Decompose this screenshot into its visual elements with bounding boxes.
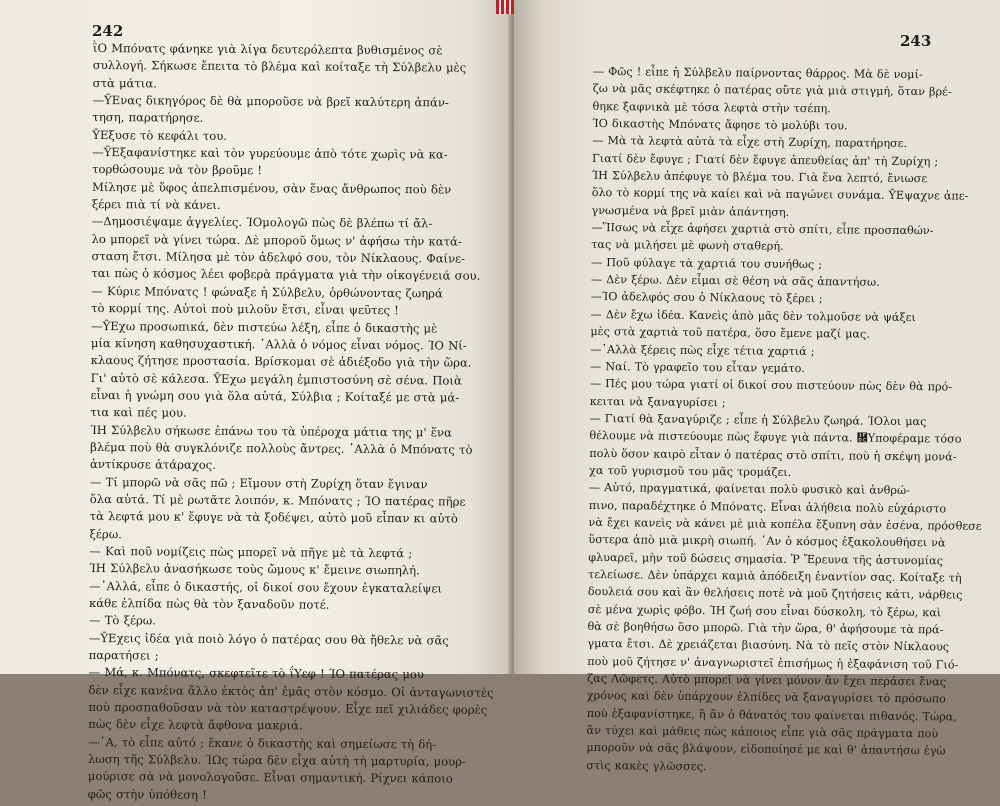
text-line: —ΊΟ ἀδελφός σου ὁ Νίκλαους τὸ ξέρει ; bbox=[590, 290, 823, 306]
text-line: ῒΟ Μπόνατς φάνηκε γιὰ λίγα δευτερόλεπτα βυθισμένος σὲ bbox=[92, 40, 443, 58]
text-line: ἀντίκρυσε ἀτάραχος. bbox=[89, 457, 217, 473]
text-line: σταση ἔτσι. Μίλησα μὲ τὸν ἀδελφό σου, τὸν Νίκλαους. Φαίνε- bbox=[91, 249, 466, 266]
text-line: θέλουμε νὰ πιστεύουμε πὼς ἔφυγε γιὰ πάντα. ῜Υποφέραμε τόσο bbox=[589, 429, 962, 446]
text-line: ζας Λῶφετς. Αὐτὸ μπορεῖ νὰ γίνει μόνον ἂν ἔχει περάσει ἕνας bbox=[587, 672, 947, 689]
text-line: — Καὶ ποῦ νομίζεις πὼς μπορεῖ νὰ πῆγε μὲ τὰ λεφτά ; bbox=[89, 543, 413, 561]
text-line: γνωσμένα νὰ βρεῖ μιὰν ἀπάντηση. bbox=[591, 203, 790, 219]
text-line: πὼς δὲν εἶχε λεφτὰ ἄφθονα μακριά. bbox=[88, 717, 303, 733]
text-line: χρόνος καὶ δὲν ὑπάρχουν ἐλπίδες νὰ ξαναγυρίσει τὸ πρόσωπο bbox=[586, 689, 946, 706]
text-line: ῩΕξυσε τὸ κεφάλι του. bbox=[92, 127, 228, 143]
text-line: —ῩΕνας δικηγόρος δὲ θὰ μποροῦσε νὰ βρεῖ καλύτερη ἀπάν- bbox=[92, 93, 449, 110]
text-line: — Μὰ τὰ λεφτὰ αὐτὰ τὰ εἶχε στὴ Ζυρίχη, παρατήρησε. bbox=[592, 134, 908, 151]
text-line: ὅλα αὐτά. Τί μὲ ρωτᾶτε λοιπόν, κ. Μπόνατς ; ΊΟ πατέρας πῆρε bbox=[89, 491, 466, 509]
text-line: στὰ μάτια. bbox=[92, 75, 157, 91]
text-line: τὸ κορμί της. Αὐτοὶ ποὺ μιλοῦν ἔτσι, εἶναι ψεῦτες ! bbox=[91, 301, 399, 318]
right-page bbox=[514, 0, 1000, 773]
text-line: τὰ λεφτά μου κ' ἔφυγε νὰ τὰ ξοδέψει, αὐτὸ μοῦ εἶπαν κι αὐτὸ bbox=[89, 509, 458, 526]
text-line: — Μά, κ. Μπόνατς, σκεφτεῖτε τὸ ΐΥεφ ! ΊΟ πατέρας μου bbox=[88, 665, 424, 682]
text-line: ὅλο τὸ κορμί της νὰ καίει καὶ νὰ παγώνει συνάμα. ῩΕψαχνε ἀπε- bbox=[591, 186, 969, 204]
text-line: ποὺ ἐξαφανίστηκε, ἢ ἂν ὁ θάνατός του φαίνεται πιθανός. Τώρα, bbox=[586, 706, 957, 724]
text-line: στὶς κακὲς γλῶσσες. bbox=[586, 758, 707, 773]
text-line: τηση, παρατήρησε. bbox=[92, 110, 204, 126]
text-line: βλέμα ποὺ θὰ συγκλόνιζε πολλοὺς ἄντρες. ᾿Αλλὰ ὁ Μπόνατς τὸ bbox=[90, 439, 473, 457]
text-line: Γιατί δὲν ἔφυγε ; Γιατί δὲν ἔφυγε ἀπευθείας ἀπ' τὴ Ζυρίχη ; bbox=[592, 151, 939, 169]
text-line: μία κίνηση καθησυχαστική. ᾿Αλλὰ ὁ νόμος εἶναι νόμος. ΊΟ Νί- bbox=[90, 335, 467, 353]
text-line: τια καὶ πές μου. bbox=[90, 405, 187, 420]
text-line: λο μπορεῖ νὰ γίνει τώρα. Δὲ μποροῦ ὅμως ν' ἀφήσω τὴν κατά- bbox=[91, 231, 462, 249]
text-line: ΊΟ δικαστὴς Μπόνατς ἄφησε τὸ μολύβι του. bbox=[592, 117, 848, 133]
text-line: μὲς στὰ χαρτιὰ τοῦ πατέρα, ὅσο ἔμενε μαζί μας. bbox=[590, 325, 870, 341]
text-line: ΊΗ Σύλβελυ ἀνασήκωσε τοὺς ὤμους κ' ἔμεινε σιωπηλή. bbox=[89, 561, 420, 578]
text-line: μποροῦν νὰ σᾶς βλάψουν, εἰδοποίησέ με καὶ θ' ἀπαντήσω ἐγὼ bbox=[586, 741, 946, 758]
text-line: κειται νὰ ξαναγυρίσει ; bbox=[589, 394, 726, 409]
text-line: —ῩΕξαφανίστηκε καὶ τὸν γυρεύουμε ἀπὸ τότε χωρὶς νὰ κα- bbox=[92, 145, 448, 162]
text-line: ἂν τύχει καὶ μάθεις πὼς κάποιος εἶπε γιὰ σᾶς πράγματα ποὺ bbox=[586, 724, 939, 741]
text-line: — Τί μπορῶ νὰ σᾶς πῶ ; Εἴμουν στὴ Ζυρίχη ὅταν ἔγιναν bbox=[89, 474, 428, 491]
text-line: — Φῶς ! εἶπε ἡ Σύλβελυ παίρνοντας θάρρος. Μὰ δὲ νομί- bbox=[592, 64, 923, 82]
text-line: φῶς στὴν ὑπόθεση ! bbox=[87, 786, 207, 802]
text-line: χα τοῦ γυρισμοῦ του μᾶς τρομάζει. bbox=[589, 463, 792, 479]
text-line: —ῩΕχω προσωπικά, δὲν πιστεύω λέξη, εἶπε ὁ δικαστὴς μὲ bbox=[90, 318, 438, 335]
text-line: ΊΗ Σύλβελυ σήκωσε ἐπάνω του τὰ ὑπέροχα μάτια της μ' ἕνα bbox=[90, 422, 452, 440]
text-line: δὲν εἶχε κανένα ἄλλο ἐκτὸς ἀπ' ἐμᾶς στὸν κόσμο. Οἱ ἀνταγωνιστὲς bbox=[88, 682, 494, 700]
text-line: — Κύριε Μπόνατς ! φώναξε ἡ Σύλβελυ, ὀρθώνοντας ζωηρά bbox=[91, 283, 443, 301]
text-line: — Ποῦ φύλαγε τὰ χαρτιά του συνήθως ; bbox=[591, 255, 823, 271]
text-line: —᾿Αλλὰ ξέρεις πὼς εἶχε τέτια χαρτιά ; bbox=[590, 342, 815, 358]
text-line: τελείωσε. Δὲν ὑπάρχει καμιὰ ἀπόδειξη ἐναντίον σας. Κοίταξε τὴ bbox=[588, 567, 962, 585]
text-line: ξέρει πιὰ τί νὰ κάνει. bbox=[91, 197, 221, 212]
text-line: ζω νὰ μᾶς σκέφτηκε ὁ πατέρας οὔτε γιὰ μιὰ στιγμή, ὅταν βρέ- bbox=[592, 82, 952, 99]
text-line: —Δημοσιέψαμε ἀγγελίες. ΊΟμολογῶ πὼς δὲ βλέπω τί ἄλ- bbox=[91, 214, 433, 231]
left-page-text bbox=[88, 40, 498, 806]
text-line: τας νὰ μιλήσει μὲ φωνὴ σταθερή. bbox=[591, 238, 784, 254]
text-line: ὕστερα ἀπὸ μιὰ μικρὴ σιωπή. ᾿Αν ὁ κόσμος ἐξακολουθήσει νὰ bbox=[588, 533, 946, 550]
text-line: πινο, παραδέχτηκε ὁ Μπόνατς. Εἶναι ἀλήθεια πολὺ εὐχάριστο bbox=[588, 498, 947, 516]
text-line: θὰ σὲ βοηθήσω ὅσο μπορῶ. Γιὰ τὴν ὥρα, θ' ἀφήσουμε τὰ πρά- bbox=[587, 619, 944, 637]
text-line: — Δὲν ξέρω. Δὲν εἶμαι σὲ θέση νὰ σᾶς ἀπαντήσω. bbox=[590, 273, 880, 289]
text-line: — Δὲν ἔχω ἰδέα. Κανεὶς ἀπὸ μᾶς δὲν τολμοῦσε νὰ ψάξει bbox=[590, 307, 916, 324]
text-line: δουλειά σου καὶ ἂν θελήσεις ποτὲ νὰ μοῦ ζητήσεις κάτι, νάρθεις bbox=[587, 585, 963, 602]
text-line: τορθώσουμε νὰ τὸν βροῦμε ! bbox=[92, 162, 263, 178]
text-line: λωση τῆς Σύλβελυ. ΊΩς τώρα δὲν εἶχα αὐτὴ τὴ μαρτυρία, μουρ- bbox=[87, 752, 466, 769]
text-line: —᾿Α, τὸ εἶπε αὐτό ; ἔκανε ὁ δικαστὴς καὶ σημείωσε τὴ δή- bbox=[88, 734, 437, 752]
right-page-text bbox=[586, 63, 986, 778]
text-line: νὰ ἔχει κανεὶς νὰ κάνει μὲ μιὰ κοπέλα ἔξυπνη σὰν ἐσένα, πρόσθεσε bbox=[588, 515, 982, 533]
text-line: μούρισε σὰ νὰ μονολογοῦσε. Εἶναι σημαντική. Ρίχνει κάποιο bbox=[87, 769, 453, 786]
text-line: Μίλησε μὲ ὕφος ἀπελπισμένου, σὰν ἕνας ἄνθρωπος ποὺ δὲν bbox=[91, 179, 452, 197]
text-line: εἶναι ἡ γνώμη σου γιὰ ὅλα αὐτά, Σύλβια ; Κοίταξέ με στὰ μά- bbox=[90, 387, 460, 405]
text-line: — Ναί. Τὸ γραφεῖο του εἶταν γεμάτο. bbox=[590, 359, 805, 375]
text-line: παρατήσει ; bbox=[88, 648, 159, 663]
text-line: φλυαρεῖ, μὴν τοῦ δώσεις σημασία. Ῥ Ἔρευνα τῆς ἀστυνομίας bbox=[588, 550, 944, 568]
text-line: συλλογή. Σήκωσε ἔπειτα τὸ βλέμα καὶ κοίταξε τὴ Σύλβελυ μὲς bbox=[92, 58, 467, 75]
text-line: σὲ μένα χωρὶς φόβο. ΊΗ ζωή σου εἶναι δύσκολη, τὸ ξέρω, καὶ bbox=[587, 602, 942, 620]
text-line: ποὺ μοῦ ζήτησε ν' ἀναγνωριστεῖ ἐπισήμως ἡ ἐξαφάνιση τοῦ Γιό- bbox=[587, 654, 959, 672]
text-line: θηκε ξαφνικὰ μὲ τόσα λεφτὰ στὴν τσέπη. bbox=[592, 99, 831, 115]
text-line: —᾿Αλλά, εἶπε ὁ δικαστής, οἱ δικοί σου ἔχουν ἐγκαταλείψει bbox=[89, 578, 443, 596]
text-line: — Πές μου τώρα γιατί οἱ δικοί σου πιστεύουν πὼς δὲν θὰ πρό- bbox=[589, 377, 953, 394]
text-line: — Αὐτό, πραγματικά, φαίνεται πολὺ φυσικὸ καὶ ἀνθρώ- bbox=[588, 481, 910, 498]
text-line: κλαους ζήτησε προστασία. Βρίσκομαι σὲ ἀδιέξοδο γιὰ τὴν ὥρα. bbox=[90, 353, 472, 370]
text-line: πολὺ ὅσον καιρὸ εἶταν ὁ πατέρας στὸ σπίτι, ποὺ ἡ σκέψη μονά- bbox=[589, 446, 957, 464]
text-line: Γι' αὐτὸ σὲ κάλεσα. ῩΕχω μεγάλη ἐμπιστοσύνη σὲ σένα. Ποιὰ bbox=[90, 370, 462, 388]
text-line: — Γιατί θὰ ξαναγύριζε ; εἶπε ἡ Σύλβελυ ζωηρά. ΊΟλοι μας bbox=[589, 411, 927, 429]
text-line: ται πὼς ὁ κόσμος λέει φοβερὰ πράγματα γιὰ τὴν οἰκογένειά σου. bbox=[91, 266, 481, 284]
text-line: κάθε ἐλπίδα πὼς θὰ τὸν ξαναδοῦν ποτέ. bbox=[89, 595, 330, 612]
text-line: ποὺ προσπαθοῦσαν νὰ τὸν καταστρέψουν. Εἶχε πεῖ χιλιάδες φορὲς bbox=[88, 700, 488, 717]
right-page-number: 243 bbox=[900, 32, 932, 50]
text-line: —ῩΕχεις ἰδέα γιὰ ποιὸ λόγο ὁ πατέρας σου θὰ ἤθελε νὰ σᾶς bbox=[88, 630, 449, 648]
text-line: γματα ἔτσι. Δὲ χρειάζεται βιασύνη. Νὰ τὸ πεῖς στὸν Νίκλαους bbox=[587, 637, 950, 654]
text-line: ξέρω. bbox=[89, 526, 122, 541]
left-page-number: 242 bbox=[92, 22, 124, 40]
text-line: —ἽΙσως νὰ εἶχε ἀφήσει χαρτιὰ στὸ σπίτι, εἶπε προσπαθών- bbox=[591, 221, 934, 238]
text-line: ΊΗ Σύλβελυ ἀπέφυγε τὸ βλέμα του. Γιὰ ἕνα λεπτό, ἔνιωσε bbox=[591, 169, 928, 186]
text-line: — Τὸ ξέρω. bbox=[88, 613, 157, 628]
